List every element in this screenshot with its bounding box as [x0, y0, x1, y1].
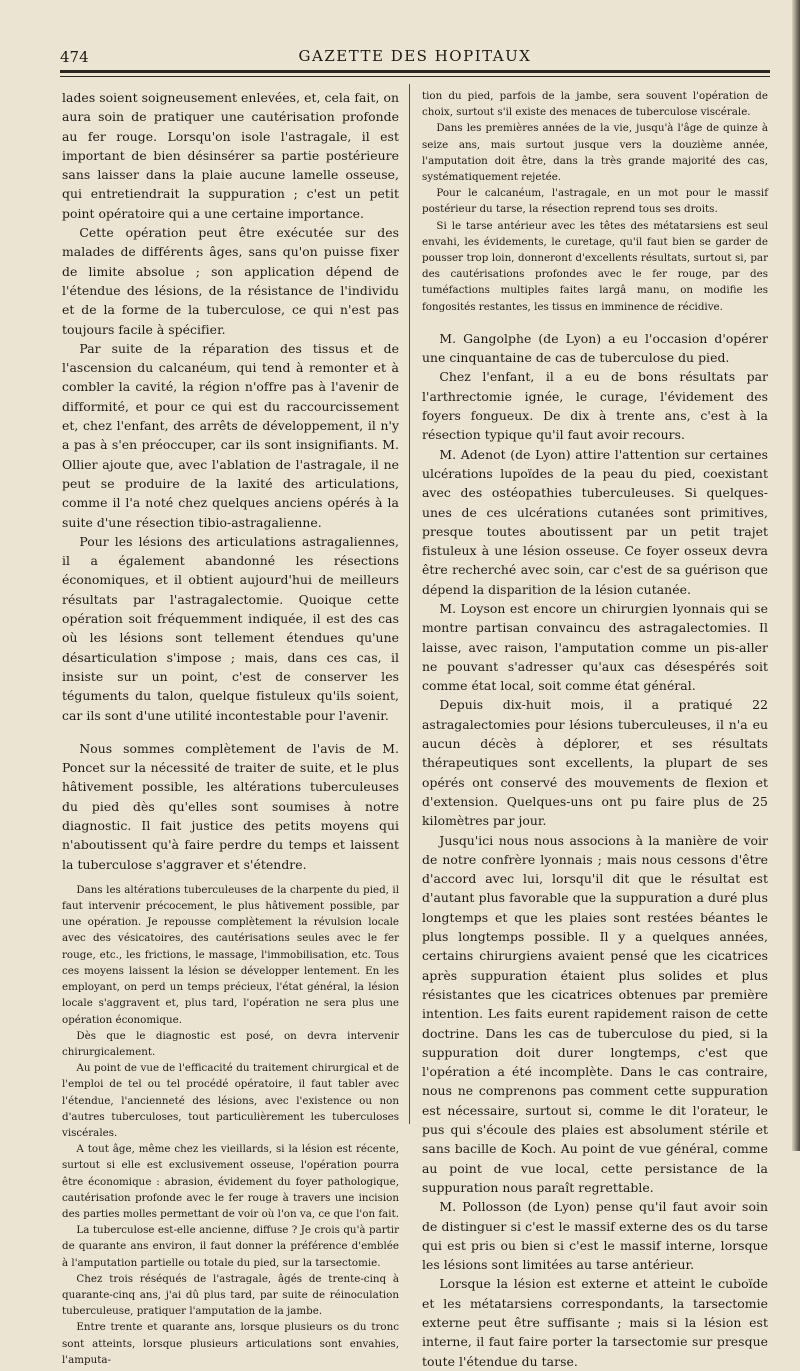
quoted-paragraph: Entre trente et quarante ans, lorsque plusieurs os du tronc sont atteints, lorsque plusieurs articulations sont envahies, l'amputa-: [62, 1321, 399, 1366]
page-number: 474: [60, 48, 89, 66]
paragraph: Nous sommes complètement de l'avis de M. Poncet sur la nécessité de traiter de suite, et le plus hâtivement possible, les altérations tuberculeuses du pied dès qu'elles sont soumises à notre diagnostic. Il fait justice des petits moyens qui n'aboutissent qu'à faire perdre du temps et laissent la tuberculose s'aggraver et s'étendre.: [62, 740, 399, 872]
quoted-paragraph: Au point de vue de l'efficacité du traitement chirurgical et de l'emploi de tel ou tel procédé opératoire, il faut tabler avec l'étendue, l'ancienneté des lésions, avec l'existence ou non d'autres tuberculoses, tout particulièrement les tuberculoses viscérales.: [62, 1062, 399, 1139]
paragraph: Par suite de la réparation des tissus et de l'ascension du calcanéum, qui tend à remonter et à combler la cavité, la région n'offre pas à l'avenir de difformité, et pour ce qui est du raccourcissement et, chez l'enfant, des arrêts de développement, il n'y a pas à s'en préoccuper, car ils sont insignifiants. M. Ollier ajoute que, avec l'ablation de l'astragale, il ne peut se produire de la laxité des articulations, comme il l'a noté chez quelques anciens opérés à la suite d'une résection tibio-astragalienne.: [62, 340, 399, 530]
paragraph: Lorsque la lésion est externe et atteint le cuboïde et les métatarsiens correspondants, la tarsectomie externe peut être suffisante ; mais si la lésion est interne, il faut faire porter la tarsectomie sur presque toute l'étendue du tarse.: [422, 1276, 768, 1369]
paragraph: Pour les lésions des articulations astragaliennes, il a également abandonné les résections économiques, et il obtient aujourd'hui de meilleurs résultats par l'astragalectomie. Quoique cette opération soit fréquemment indiquée, il est des cas où les lésions sont tellement étendues qu'une désarticulation s'impose ; mais, dans ces cas, il insiste sur un point, c'est de conserver les téguments du talon, quelque fistuleux qu'ils soient, car ils sont d'une utilité incontestable pour l'avenir.: [62, 533, 399, 723]
column-divider: [409, 84, 410, 1124]
paragraph: lades soient soigneusement enlevées, et, cela fait, on aura soin de pratiquer une cautérisation profonde au fer rouge. Lorsqu'on isole l'astragale, il est important de bien désinsérer sa partie postérieure sans laisser dans la plaie aucune lamelle osseuse, qui entretiendrait la suppuration ; c'est un petit point opératoire qui a une certaine importance.: [62, 90, 399, 221]
quoted-paragraph: La tuberculose est-elle ancienne, diffuse ? Je crois qu'à partir de quarante ans environ, il faut donner la préférence d'emblée à l'amputation partielle ou totale du pied, sur la tarsectomie.: [62, 1224, 399, 1269]
paragraph: M. Pollosson (de Lyon) pense qu'il faut avoir soin de distinguer si c'est le massif externe des os du tarse qui est pris ou bien si c'est le massif interne, lorsque les lésions sont limitées au tarse antérieur.: [422, 1199, 768, 1273]
page-header: [60, 44, 770, 70]
quoted-paragraph: A tout âge, même chez les vieillards, si la lésion est récente, surtout si elle est exclusivement osseuse, l'opération pourra être économique : abrasion, évidement du foyer pathologique, cautérisation profonde avec le fer rouge à travers une incision des parties molles permettant de voir où l'on va, ce que l'on fait.: [62, 1143, 400, 1220]
header-rule-thick: [60, 70, 770, 73]
quoted-paragraph: Si le tarse antérieur avec les têtes des métatarsiens est seul envahi, les évidements, le curetage, qu'il faut bien se garder de pousser trop loin, donneront d'excellents résultats, surtout si, par des cautérisations profondes avec le fer rouge, par des tuméfactions multiples faites largâ manu, on modifie les fongosités restantes, les tissus en imminence de récidive.: [422, 219, 768, 313]
running-title: GAZETTE DES HOPITAUX: [298, 47, 532, 65]
paragraph: Chez l'enfant, il a eu de bons résultats par l'arthrectomie ignée, le curage, l'évidement des foyers fongueux. De dix à trente ans, c'est à la résection typique qu'il faut avoir recours.: [422, 369, 768, 443]
paragraph: M. Adenot (de Lyon) attire l'attention sur certaines ulcérations lupoïdes de la peau du pied, coexistant avec des ostéopathies tuberculeuses. Si quelques-unes de ces ulcérations cutanées sont primitives, presque toutes aboutissent par un petit trajet fistuleux à une lésion osseuse. Ce foyer osseux devra être recherché avec soin, car c'est de sa guérison que dépend la disparition de la lésion cutanée.: [422, 446, 768, 597]
quoted-paragraph: Dans les altérations tuberculeuses de la charpente du pied, il faut intervenir précocement, le plus hâtivement possible, par une opération. Je repousse complètement la révulsion locale avec des vésicatoires, des cautérisations seules avec le fer rouge, etc., les frictions, le massage, l'immobilisation, etc. Tous ces moyens laissent la lésion se développer lentement. En les employant, on perd un temps précieux, l'état général, la lésion locale s'aggravent et, plus tard, l'opération ne sera plus une opération économique.: [62, 883, 399, 1026]
paragraph: Depuis dix-huit mois, il a pratiqué 22 astragalectomies pour lésions tuberculeuses, il n'a eu aucun décès à déplorer, et ses résultats thérapeutiques sont excellents, la plupart de ses opérés ont conservé des mouvements de flexion et d'extension. Quelques-uns ont pu faire plus de 25 kilomètres par jour.: [422, 697, 768, 829]
paragraph: M. Gangolphe (de Lyon) a eu l'occasion d'opérer une cinquantaine de cas de tuberculose du pied.: [422, 330, 768, 366]
header-rule-thin: [60, 76, 770, 77]
paragraph: M. Loyson est encore un chirurgien lyonnais qui se montre partisan convaincu des astragalectomies. Il laisse, avec raison, l'amputation comme un pis-aller ne pouvant s'adresser qu'aux cas désespérés soit comme état local, soit comme état général.: [422, 601, 768, 694]
quoted-paragraph: Dès que le diagnostic est posé, on devra intervenir chirurgicalement.: [62, 1029, 399, 1058]
paragraph: Cette opération peut être exécutée sur des malades de différents âges, sans qu'on puisse fixer de limite absolue ; son application dépend de l'étendue des lésions, de la résistance de l'individu et de la forme de la tuberculose, ce qui n'est pas toujours facile à spécifier.: [62, 225, 399, 337]
left-column: [62, 88, 400, 1366]
quoted-paragraph: Chez trois réséqués de l'astragale, âgés de trente-cinq à quarante-cinq ans, j'ai dû plus tard, par suite de réinoculation tuberculeuse, pratiquer l'amputation de la jambe.: [62, 1272, 399, 1318]
paragraph-gap: [422, 315, 768, 329]
paragraph-gap: [62, 874, 399, 882]
page-edge-shadow: [792, 0, 800, 1151]
paragraph-gap: [62, 725, 399, 739]
quoted-paragraph: tion du pied, parfois de la jambe, sera souvent l'opération de choix, surtout s'il existe des menaces de tuberculose viscérale.: [422, 90, 768, 119]
paragraph: Jusqu'ici nous nous associons à la manière de voir de notre confrère lyonnais ; mais nous cessons d'être d'accord avec lui, lorsqu'il dit que le résultat est d'autant plus favorable que la suppuration a duré plus longtemps et que les plaies sont restées béantes le plus longtemps possible. Il y a quelques années, certains chirurgiens avaient pensé que les cicatrices après suppuration étaient plus solides et plus résistantes que les cicatrices obtenues par première intention. Les faits eurent rapidement raison de cette doctrine. Dans les cas de tuberculose du pied, si la suppuration doit durer longtemps, c'est que l'opération a été incomplète. Dans le cas contraire, nous ne comprenons pas comment cette suppuration est nécessaire, surtout si, comme le dit l'orateur, le pus qui s'écoule des plaies est absolument stérile et sans bacille de Koch. Au point de vue général, comme au point de vue local, cette persistance de la suppuration nous paraît regrettable.: [422, 832, 768, 1195]
right-column: [422, 88, 768, 1369]
quoted-paragraph: Pour le calcanéum, l'astragale, en un mot pour le massif postérieur du tarse, la résection reprend tous ses droits.: [422, 187, 768, 216]
quoted-paragraph: Dans les premières années de la vie, jusqu'à l'âge de quinze à seize ans, mais surtout jusque vers la douzième année, l'amputation doit être, dans la très grande majorité des cas, systématiquement rejetée.: [422, 122, 768, 184]
